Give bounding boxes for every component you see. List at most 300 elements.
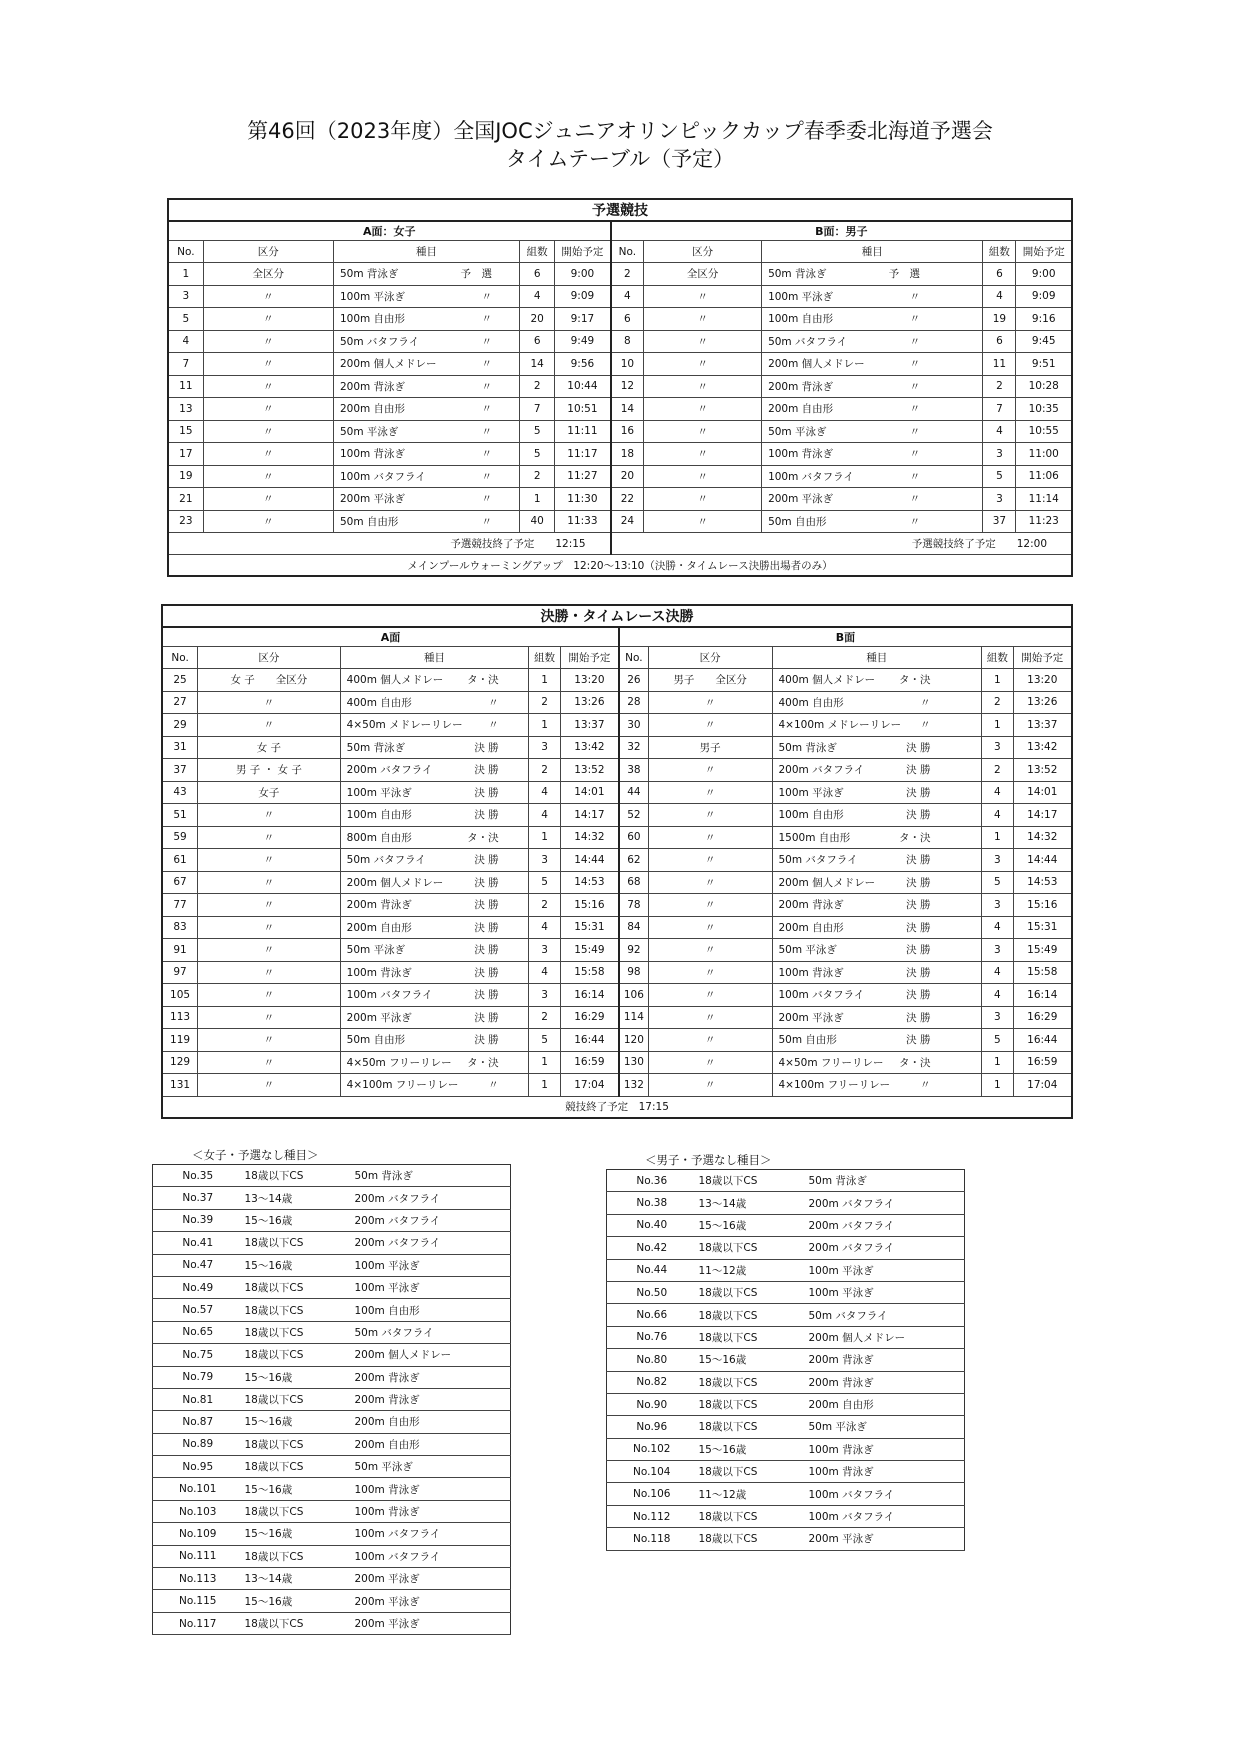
start-time: 14:32 [1013, 826, 1072, 849]
start-time: 16:44 [1013, 1029, 1072, 1052]
round-type: 〃 [909, 493, 921, 506]
heat-count: 6 [983, 330, 1016, 353]
event-number: 14 [611, 398, 644, 421]
list-item [607, 1416, 965, 1438]
col-category: 区分 [644, 241, 762, 263]
start-time: 9:51 [1016, 353, 1072, 376]
event-number: 44 [619, 781, 648, 804]
start-time: 16:14 [1013, 984, 1072, 1007]
list-item [153, 1612, 511, 1634]
event-cell [772, 781, 982, 804]
round-type: 決 勝 [906, 921, 931, 934]
event-name: 50m 背泳ぎ [339, 268, 399, 281]
category: 〃 [648, 804, 772, 827]
col-start: 開始予定 [1013, 647, 1072, 669]
heat-count: 4 [529, 916, 560, 939]
event-number: 31 [162, 736, 198, 759]
finals-end-time: 競技終了予定 17:15 [162, 1096, 1072, 1118]
event-number: 16 [611, 420, 644, 443]
event-number: 120 [619, 1029, 648, 1052]
event-name: 100m 平泳ぎ [778, 786, 844, 799]
round-type: 決 勝 [906, 764, 931, 777]
col-category: 区分 [648, 647, 772, 669]
age-group: 15～16歳 [243, 1590, 353, 1612]
round-type: 決 勝 [906, 966, 931, 979]
list-item [153, 1209, 511, 1231]
start-time: 17:04 [560, 1074, 619, 1097]
start-time: 10:35 [1016, 398, 1072, 421]
start-time: 14:53 [1013, 871, 1072, 894]
age-group: 15～16歳 [243, 1478, 353, 1500]
list-item [153, 1232, 511, 1254]
table-row [168, 375, 1072, 398]
heat-count: 2 [529, 894, 560, 917]
list-item [607, 1505, 965, 1527]
event-cell [333, 285, 519, 308]
event-name: 100m 自由形 [778, 809, 844, 822]
event-number: No.90 [607, 1393, 697, 1415]
event-number: 97 [162, 961, 198, 984]
round-type: 〃 [488, 696, 499, 709]
event-cell [762, 330, 983, 353]
event-number: No.41 [153, 1232, 243, 1254]
event-number: 129 [162, 1051, 198, 1074]
event-number: No.112 [607, 1505, 697, 1527]
list-item [153, 1568, 511, 1590]
finals-table [161, 604, 1073, 1119]
event-cell [772, 894, 982, 917]
round-type: 〃 [909, 290, 921, 303]
event-name: 50m 平泳ぎ [778, 944, 837, 957]
heat-count: 20 [520, 308, 555, 331]
table-row [162, 691, 1072, 714]
list-item [153, 1344, 511, 1366]
start-time: 11:06 [1016, 465, 1072, 488]
event-number: No.39 [153, 1209, 243, 1231]
age-group: 18歳以下CS [243, 1500, 353, 1522]
category: 〃 [644, 510, 762, 533]
age-group: 18歳以下CS [697, 1326, 807, 1348]
event-name: 100m 自由形 [768, 313, 834, 326]
list-item [153, 1254, 511, 1276]
table-row [162, 1029, 1072, 1052]
start-time: 11:17 [555, 443, 611, 466]
heat-count: 1 [529, 714, 560, 737]
table-row [168, 443, 1072, 466]
event-cell [772, 736, 982, 759]
event-number: No.115 [153, 1590, 243, 1612]
event-name: 100m 背泳ぎ [353, 1500, 511, 1522]
age-group: 18歳以下CS [697, 1393, 807, 1415]
table-row [162, 849, 1072, 872]
category: 〃 [203, 398, 333, 421]
event-number: No.80 [607, 1349, 697, 1371]
age-group: 15～16歳 [697, 1438, 807, 1460]
start-time: 13:20 [560, 669, 619, 692]
category: 女子 [198, 781, 341, 804]
category: 〃 [648, 961, 772, 984]
start-time: 15:58 [560, 961, 619, 984]
event-cell [333, 465, 519, 488]
heat-count: 4 [520, 285, 555, 308]
event-cell [340, 871, 529, 894]
event-cell [772, 1051, 982, 1074]
event-cell [333, 510, 519, 533]
event-name: 100m 自由形 [346, 809, 412, 822]
round-type: 〃 [481, 515, 492, 528]
start-time: 17:04 [1013, 1074, 1072, 1097]
start-time: 11:27 [555, 465, 611, 488]
age-group: 18歳以下CS [697, 1416, 807, 1438]
col-no: No. [168, 241, 203, 263]
table-row [168, 330, 1072, 353]
event-name: 4×100m フリーリレー [778, 1079, 891, 1092]
round-type: 決 勝 [906, 1034, 931, 1047]
event-name: 4×50m フリーリレー [346, 1056, 452, 1069]
list-item [153, 1321, 511, 1343]
category: 〃 [198, 826, 341, 849]
heat-count: 1 [520, 488, 555, 511]
category: 〃 [203, 420, 333, 443]
event-name: 200m 平泳ぎ [339, 493, 406, 506]
category: 〃 [198, 849, 341, 872]
event-number: 67 [162, 871, 198, 894]
event-name: 100m 背泳ぎ [807, 1438, 965, 1460]
event-number: 61 [162, 849, 198, 872]
table-row [162, 1051, 1072, 1074]
age-group: 18歳以下CS [243, 1344, 353, 1366]
heat-count: 2 [982, 759, 1013, 782]
table-row [168, 263, 1072, 286]
start-time: 13:26 [560, 691, 619, 714]
event-cell [762, 443, 983, 466]
round-type: 〃 [909, 470, 921, 483]
event-number: 26 [619, 669, 648, 692]
event-name: 100m 平泳ぎ [353, 1254, 511, 1276]
event-name: 50m 自由形 [778, 1034, 837, 1047]
age-group: 11～12歳 [697, 1483, 807, 1505]
category: 〃 [198, 939, 341, 962]
list-item [153, 1478, 511, 1500]
heat-count: 4 [982, 804, 1013, 827]
start-time: 16:29 [560, 1006, 619, 1029]
round-type: 決 勝 [474, 876, 499, 889]
col-start: 開始予定 [555, 241, 611, 263]
heat-count: 1 [529, 1074, 560, 1097]
age-group: 15～16歳 [697, 1214, 807, 1236]
event-number: No.87 [153, 1411, 243, 1433]
event-number: No.50 [607, 1281, 697, 1303]
event-cell [772, 714, 982, 737]
start-time: 15:16 [1013, 894, 1072, 917]
event-name: 200m バタフライ [778, 764, 865, 777]
list-item [607, 1438, 965, 1460]
list-item [607, 1349, 965, 1371]
age-group: 18歳以下CS [243, 1388, 353, 1410]
category: 〃 [198, 894, 341, 917]
event-number: No.81 [153, 1388, 243, 1410]
event-number: No.118 [607, 1528, 697, 1550]
age-group: 18歳以下CS [243, 1165, 353, 1187]
event-cell [772, 1029, 982, 1052]
event-number: 28 [619, 691, 648, 714]
event-number: No.113 [153, 1568, 243, 1590]
table-row [168, 285, 1072, 308]
start-time: 14:17 [560, 804, 619, 827]
event-number: 62 [619, 849, 648, 872]
category: 〃 [198, 1074, 341, 1097]
event-number: No.42 [607, 1237, 697, 1259]
event-number: 4 [611, 285, 644, 308]
event-cell [762, 308, 983, 331]
category: 〃 [198, 984, 341, 1007]
start-time: 13:52 [1013, 759, 1072, 782]
event-number: No.35 [153, 1165, 243, 1187]
event-name: 200m 平泳ぎ [353, 1590, 511, 1612]
start-time: 11:00 [1016, 443, 1072, 466]
round-type: 決 勝 [906, 989, 931, 1002]
event-cell [772, 826, 982, 849]
event-cell [772, 759, 982, 782]
start-time: 11:14 [1016, 488, 1072, 511]
age-group: 15～16歳 [243, 1411, 353, 1433]
category: 〃 [648, 871, 772, 894]
age-group: 18歳以下CS [697, 1281, 807, 1303]
event-name: 50m バタフライ [346, 854, 426, 867]
round-type: 決 勝 [906, 899, 931, 912]
event-number: No.38 [607, 1192, 697, 1214]
table-row [162, 669, 1072, 692]
event-number: 23 [168, 510, 203, 533]
heat-count: 3 [529, 736, 560, 759]
event-number: 113 [162, 1006, 198, 1029]
event-name: 400m 自由形 [346, 696, 412, 709]
category: 〃 [648, 691, 772, 714]
event-number: No.96 [607, 1416, 697, 1438]
event-name: 200m バタフライ [353, 1187, 511, 1209]
category: 全区分 [644, 263, 762, 286]
event-name: 200m 背泳ぎ [353, 1366, 511, 1388]
round-type: 予 選 [888, 268, 921, 281]
event-number: 21 [168, 488, 203, 511]
category: 〃 [203, 465, 333, 488]
event-name: 100m 平泳ぎ [768, 290, 834, 303]
event-number: No.37 [153, 1187, 243, 1209]
age-group: 18歳以下CS [697, 1371, 807, 1393]
heat-count: 1 [529, 1051, 560, 1074]
event-number: No.95 [153, 1456, 243, 1478]
event-cell [762, 353, 983, 376]
event-name: 200m 背泳ぎ [353, 1388, 511, 1410]
start-time: 13:37 [560, 714, 619, 737]
category: 〃 [203, 330, 333, 353]
start-time: 13:42 [1013, 736, 1072, 759]
event-cell [333, 398, 519, 421]
round-type: 決 勝 [474, 989, 499, 1002]
event-name: 200m 背泳ぎ [778, 899, 844, 912]
event-name: 50m バタフライ [339, 335, 420, 348]
table-row [168, 420, 1072, 443]
event-number: 91 [162, 939, 198, 962]
table-row [168, 510, 1072, 533]
event-number: No.109 [153, 1523, 243, 1545]
event-name: 100m 平泳ぎ [807, 1281, 965, 1303]
heat-count: 2 [520, 465, 555, 488]
event-name: 50m 背泳ぎ [768, 268, 827, 281]
event-number: 38 [619, 759, 648, 782]
list-item [153, 1500, 511, 1522]
event-number: 92 [619, 939, 648, 962]
event-name: 100m バタフライ [353, 1545, 511, 1567]
event-number: 6 [611, 308, 644, 331]
category: 〃 [648, 849, 772, 872]
round-type: 決 勝 [906, 741, 931, 754]
event-name: 200m 平泳ぎ [768, 493, 834, 506]
event-number: 119 [162, 1029, 198, 1052]
event-name: 800m 自由形 [346, 831, 412, 844]
start-time: 10:55 [1016, 420, 1072, 443]
category: 〃 [648, 1051, 772, 1074]
event-number: 60 [619, 826, 648, 849]
event-name: 200m バタフライ [807, 1237, 965, 1259]
event-number: 37 [162, 759, 198, 782]
category: 〃 [644, 398, 762, 421]
start-time: 15:31 [1013, 916, 1072, 939]
event-name: 100m 背泳ぎ [807, 1461, 965, 1483]
round-type: 決 勝 [906, 1011, 931, 1024]
heat-count: 6 [520, 330, 555, 353]
event-name: 50m バタフライ [353, 1321, 511, 1343]
heat-count: 6 [983, 263, 1016, 286]
event-name: 100m バタフライ [778, 989, 865, 1002]
heat-count: 3 [529, 849, 560, 872]
category: 〃 [198, 1051, 341, 1074]
event-number: No.57 [153, 1299, 243, 1321]
age-group: 13～14歳 [243, 1187, 353, 1209]
age-group: 18歳以下CS [243, 1299, 353, 1321]
heat-count: 37 [983, 510, 1016, 533]
event-name: 100m 自由形 [353, 1299, 511, 1321]
heat-count: 1 [982, 826, 1013, 849]
prelim-end-time-b: 予選競技終了予定 12:00 [611, 533, 1072, 555]
round-type: 〃 [481, 358, 492, 371]
heat-count: 5 [983, 465, 1016, 488]
heat-count: 2 [983, 375, 1016, 398]
event-number: 83 [162, 916, 198, 939]
event-cell [340, 804, 529, 827]
prelim-side-a-title: A面：女子 [168, 221, 611, 241]
event-name: 50m 平泳ぎ [346, 944, 406, 957]
event-cell [340, 781, 529, 804]
round-type: 決 勝 [474, 966, 499, 979]
event-cell [772, 1006, 982, 1029]
heat-count: 5 [520, 443, 555, 466]
event-cell [333, 443, 519, 466]
round-type: タ・決 [899, 1056, 931, 1069]
event-name: 100m バタフライ [353, 1523, 511, 1545]
event-name: 100m 平泳ぎ [339, 290, 406, 303]
age-group: 18歳以下CS [243, 1232, 353, 1254]
start-time: 16:29 [1013, 1006, 1072, 1029]
col-heats: 組数 [520, 241, 555, 263]
event-name: 200m バタフライ [353, 1232, 511, 1254]
category: 〃 [198, 961, 341, 984]
col-event: 種目 [340, 647, 529, 669]
event-name: 100m 背泳ぎ [346, 966, 412, 979]
event-name: 50m 平泳ぎ [807, 1416, 965, 1438]
event-name: 200m 平泳ぎ [778, 1011, 844, 1024]
event-cell [340, 669, 529, 692]
list-item [607, 1304, 965, 1326]
round-type: 〃 [481, 335, 492, 348]
category: 〃 [648, 781, 772, 804]
round-type: タ・決 [899, 831, 931, 844]
round-type: 決 勝 [474, 741, 499, 754]
event-name: 200m 平泳ぎ [807, 1528, 965, 1550]
round-type: 決 勝 [474, 944, 499, 957]
event-cell [340, 849, 529, 872]
start-time: 15:31 [560, 916, 619, 939]
table-row [162, 826, 1072, 849]
category: 女 子 全区分 [198, 669, 341, 692]
category: 〃 [648, 894, 772, 917]
table-row [162, 939, 1072, 962]
round-type: タ・決 [467, 1056, 499, 1069]
event-number: No.76 [607, 1326, 697, 1348]
list-item [607, 1371, 965, 1393]
list-item [607, 1483, 965, 1505]
event-number: 106 [619, 984, 648, 1007]
event-cell [340, 1074, 529, 1097]
list-item [607, 1214, 965, 1236]
heat-count: 5 [529, 1029, 560, 1052]
heat-count: 1 [529, 826, 560, 849]
col-event: 種目 [333, 241, 519, 263]
event-number: 8 [611, 330, 644, 353]
age-group: 18歳以下CS [243, 1545, 353, 1567]
round-type: 決 勝 [906, 809, 931, 822]
table-row [162, 1006, 1072, 1029]
start-time: 14:01 [560, 781, 619, 804]
list-item [607, 1326, 965, 1348]
col-heats: 組数 [983, 241, 1016, 263]
category: 〃 [648, 826, 772, 849]
event-cell [340, 691, 529, 714]
event-number: 131 [162, 1074, 198, 1097]
event-name: 100m バタフライ [768, 470, 854, 483]
event-number: 24 [611, 510, 644, 533]
finals-side-a-title: A面 [162, 627, 619, 647]
category: 〃 [203, 308, 333, 331]
event-number: 27 [162, 691, 198, 714]
event-name: 4×100m フリーリレー [346, 1079, 459, 1092]
age-group: 18歳以下CS [243, 1456, 353, 1478]
heat-count: 14 [520, 353, 555, 376]
event-number: 17 [168, 443, 203, 466]
round-type: タ・決 [467, 831, 499, 844]
round-type: 決 勝 [474, 1034, 499, 1047]
event-cell [762, 510, 983, 533]
round-type: 予 選 [460, 268, 492, 281]
start-time: 16:14 [560, 984, 619, 1007]
list-item [153, 1523, 511, 1545]
heat-count: 3 [529, 939, 560, 962]
event-number: 7 [168, 353, 203, 376]
age-group: 15～16歳 [243, 1254, 353, 1276]
table-row [162, 871, 1072, 894]
event-name: 200m 自由形 [353, 1433, 511, 1455]
category: 〃 [644, 375, 762, 398]
